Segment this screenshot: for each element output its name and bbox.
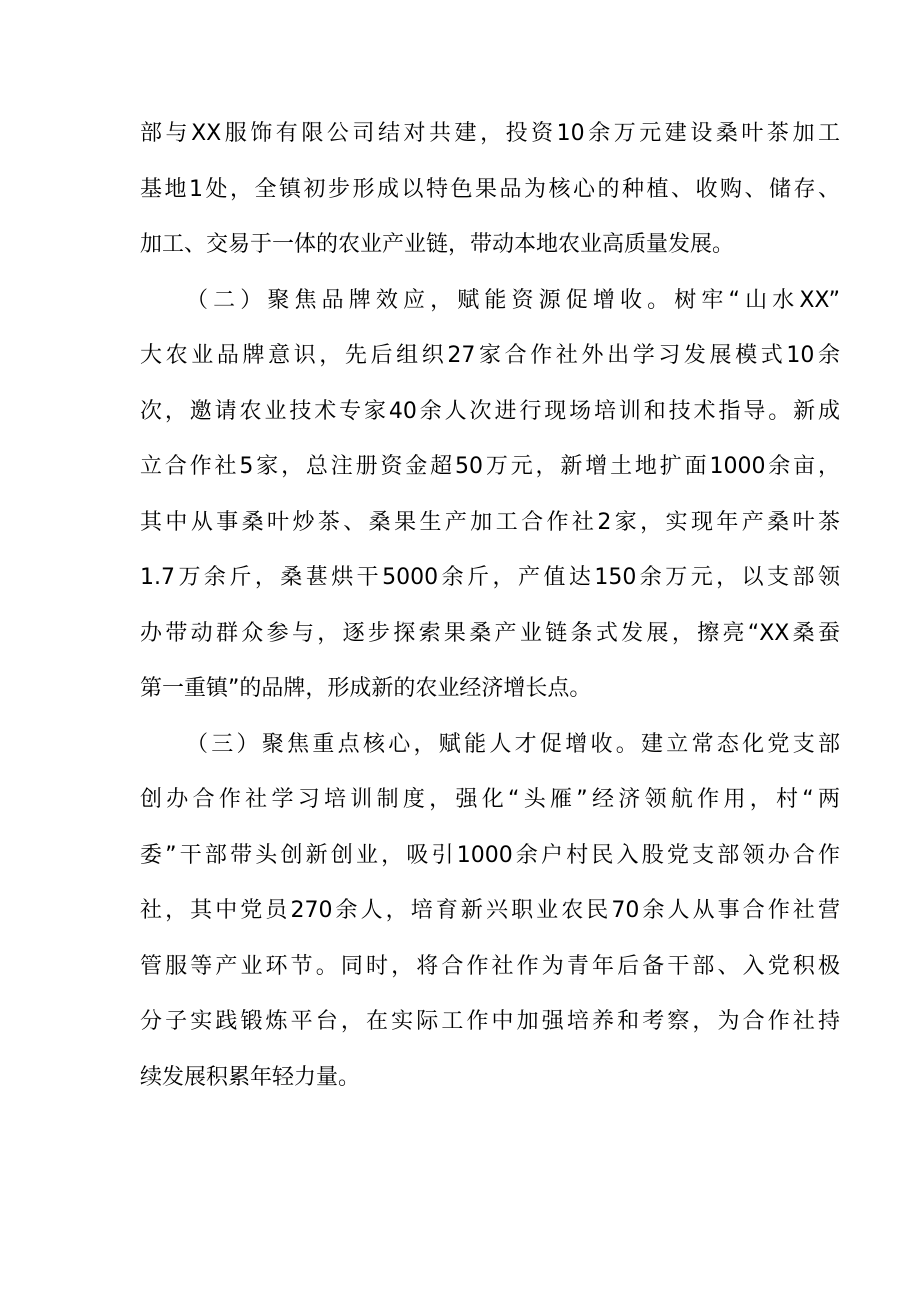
text-line: 部与XX服饰有限公司结对共建，投资10余万元建设桑叶茶加工 [140, 121, 840, 146]
text-line: 第一重镇”的品牌，形成新的农业经济增长点。 [140, 676, 592, 701]
text-line: 委”干部带头创新创业，吸引1000余户村民入股党支部领办合作 [140, 842, 840, 868]
text-line: 加工、交易于一体的农业产业链，带动本地农业高质量发展。 [140, 232, 735, 257]
text-line: 续发展积累年轻力量。 [140, 1064, 361, 1090]
section-heading-line: （二）聚焦品牌效应，赋能资源促增收。树牢“山水XX” [186, 287, 840, 313]
section-heading-line: （三）聚焦重点核心，赋能人才促增收。建立常态化党支部 [186, 731, 840, 757]
text-line: 其中从事桑叶炒茶、桑果生产加工合作社2家，实现年产桑叶茶 [140, 509, 840, 535]
text-line: 大农业品牌意识，先后组织27家合作社外出学习发展模式10余 [140, 343, 840, 368]
text-line: 次，邀请农业技术专家40余人次进行现场培训和技术指导。新成 [140, 398, 840, 424]
text-line: 办带动群众参与，逐步探索果桑产业链条式发展，擦亮“XX桑蚕 [140, 620, 840, 646]
text-line: 1.7万余斤，桑葚烘干5000余斤，产值达150余万元，以支部领 [140, 565, 840, 590]
document-body [140, 106, 840, 1105]
text-line: 管服等产业环节。同时，将合作社作为青年后备干部、入党积极 [140, 953, 840, 979]
text-line: 社，其中党员270余人，培育新兴职业农民70余人从事合作社营 [140, 898, 840, 923]
text-line: 基地1处，全镇初步形成以特色果品为核心的种植、收购、储存、 [140, 176, 840, 202]
text-line: 立合作社5家，总注册资金超50万元，新增土地扩面1000余亩， [140, 454, 840, 479]
text-line: 分子实践锻炼平台，在实际工作中加强培养和考察，为合作社持 [140, 1009, 840, 1034]
text-line: 创办合作社学习培训制度，强化“头雁”经济领航作用，村“两 [140, 787, 840, 812]
